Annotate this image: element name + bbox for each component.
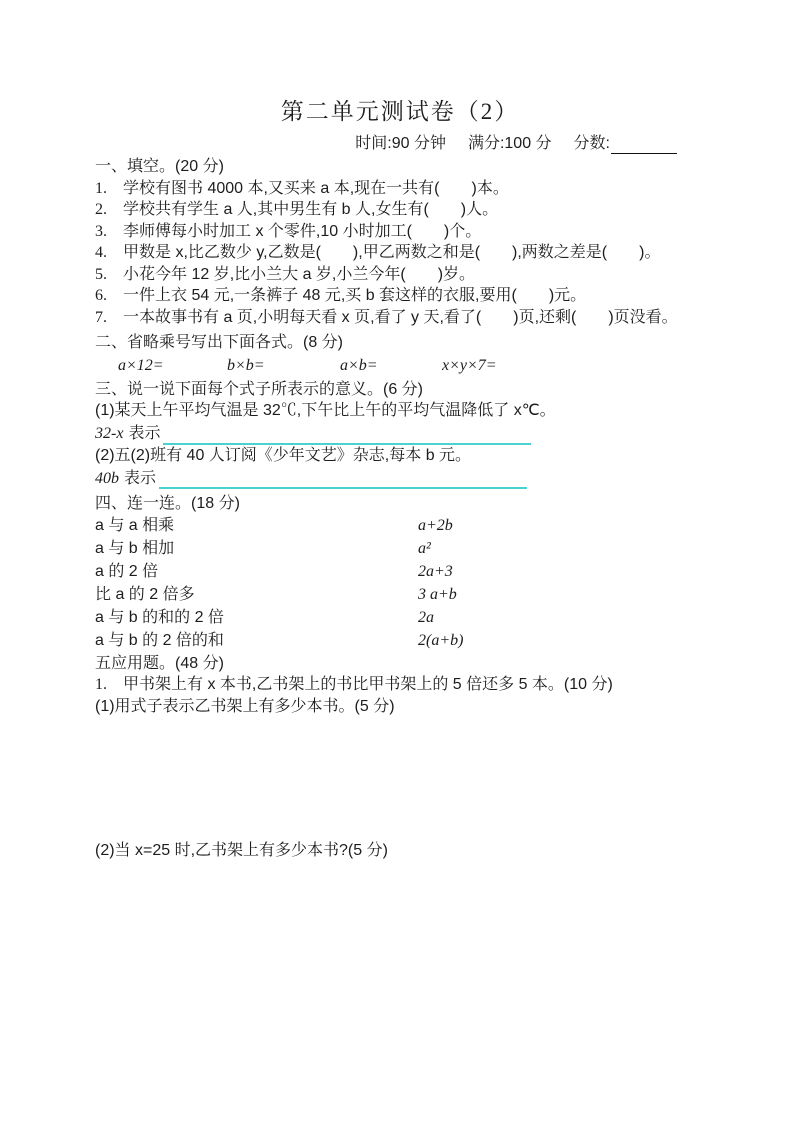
page-title: 第二单元测试卷（2） [280,99,520,124]
item-text: 小花今年 12 岁,比小兰大 a 岁,小兰今年( )岁。 [123,265,476,283]
item-text: 甲书架上有 x 本书,乙书架上的书比甲书架上的 5 倍还多 5 本。(10 分) [123,676,613,693]
item-number: 2. [95,201,107,218]
fill-item-3 [95,221,705,243]
expression-label: 表示 [128,425,161,442]
expression-4: x×y×7= [442,357,497,375]
section-5-heading: 五应用题。(48 分) [95,654,224,672]
time-label: 时间:90 分钟 [355,134,446,152]
match-left-text: a 的 2 倍 [95,562,159,580]
fill-item-6 [95,285,705,307]
item-text: 一件上衣 54 元,一条裤子 48 元,买 b 套这样的衣服,要用( )元。 [123,287,587,304]
item-text: 学校共有学生 a 人,其中男生有 b 人,女生有( )人。 [123,201,499,218]
item-number: 1. [95,179,107,197]
match-left-text: 比 a 的 2 倍多 [95,585,195,603]
score-label: 分数: [573,134,610,152]
item-number: 1. [95,676,107,693]
match-left-text: a 与 b 相加 [95,539,175,557]
answer-blank-1[interactable] [163,422,531,445]
item-number: 5. [95,265,107,283]
fill-item-5 [95,264,705,286]
item-number: 7. [95,308,107,326]
fill-item-2 [95,199,705,221]
match-right-expression: 2(a+b) [418,631,464,649]
meaning-expr-line-2 [95,466,705,489]
meaning-expression-1: 32-x [95,425,124,442]
item-text: 学校有图书 4000 本,又买来 a 本,现在一共有( )本。 [123,179,509,197]
expression-row [95,354,705,379]
match-row-2 [95,538,705,561]
expression-label: 表示 [124,469,157,487]
item-text: 甲数是 x,比乙数少 y,乙数是( ),甲乙两数之和是( ),两数之差是( )。 [123,244,661,261]
section-4-heading: 四、连一连。(18 分) [95,495,240,512]
application-problem-1 [95,674,705,696]
meaning-item-2: (2)五(2)班有 40 人订阅《少年文艺》杂志,每本 b 元。 [95,446,472,464]
match-right-expression: a+2b [418,516,453,534]
section-3-heading: 三、说一说下面每个式子所表示的意义。(6 分) [95,380,424,398]
match-left-text: a 与 b 的 2 倍的和 [95,631,224,649]
answer-blank-2[interactable] [159,466,527,489]
meaning-expression-2: 40b [95,469,119,487]
full-score-label: 满分:100 分 [467,134,552,152]
item-text: 一本故事书有 a 页,小明每天看 x 页,看了 y 天,看了( )页,还剩( )页没看。 [123,308,678,326]
problem-sub-1: (1)用式子表示乙书架上有多少本书。(5 分) [95,697,395,715]
match-row-4 [95,584,705,607]
meaning-expr-line-1 [95,422,705,445]
item-text: 李师傅每小时加工 x 个零件,10 小时加工( )个。 [123,222,482,240]
match-left-text: a 与 b 的和的 2 倍 [95,608,224,626]
fill-item-1 [95,178,705,200]
section-1-heading: 一、填空。(20 分) [95,158,224,175]
fill-item-7 [95,307,705,329]
expression-1: a×12= [118,357,164,375]
match-right-expression: a² [418,539,431,557]
meaning-item-1: (1)某天上午平均气温是 32℃,下午比上午的平均气温降低了 x℃。 [95,402,556,419]
item-number: 6. [95,287,107,304]
match-row-6 [95,630,705,653]
section-2-heading: 二、省略乘号写出下面各式。(8 分) [95,334,344,351]
match-left-text: a 与 a 相乘 [95,516,175,534]
score-blank[interactable] [611,135,677,154]
item-number: 3. [95,222,107,240]
match-row-3 [95,561,705,584]
match-right-expression: 2a+3 [418,562,453,580]
exam-meta [95,130,705,154]
match-right-expression: 3 a+b [418,585,457,603]
expression-3: a×b= [340,357,378,375]
match-right-expression: 2a [418,608,434,626]
match-row-5 [95,607,705,630]
fill-item-4 [95,242,705,264]
item-number: 4. [95,244,107,261]
problem-sub-2: (2)当 x=25 时,乙书架上有多少本书?(5 分) [95,842,388,859]
expression-2: b×b= [227,357,265,375]
match-row-1 [95,515,705,538]
